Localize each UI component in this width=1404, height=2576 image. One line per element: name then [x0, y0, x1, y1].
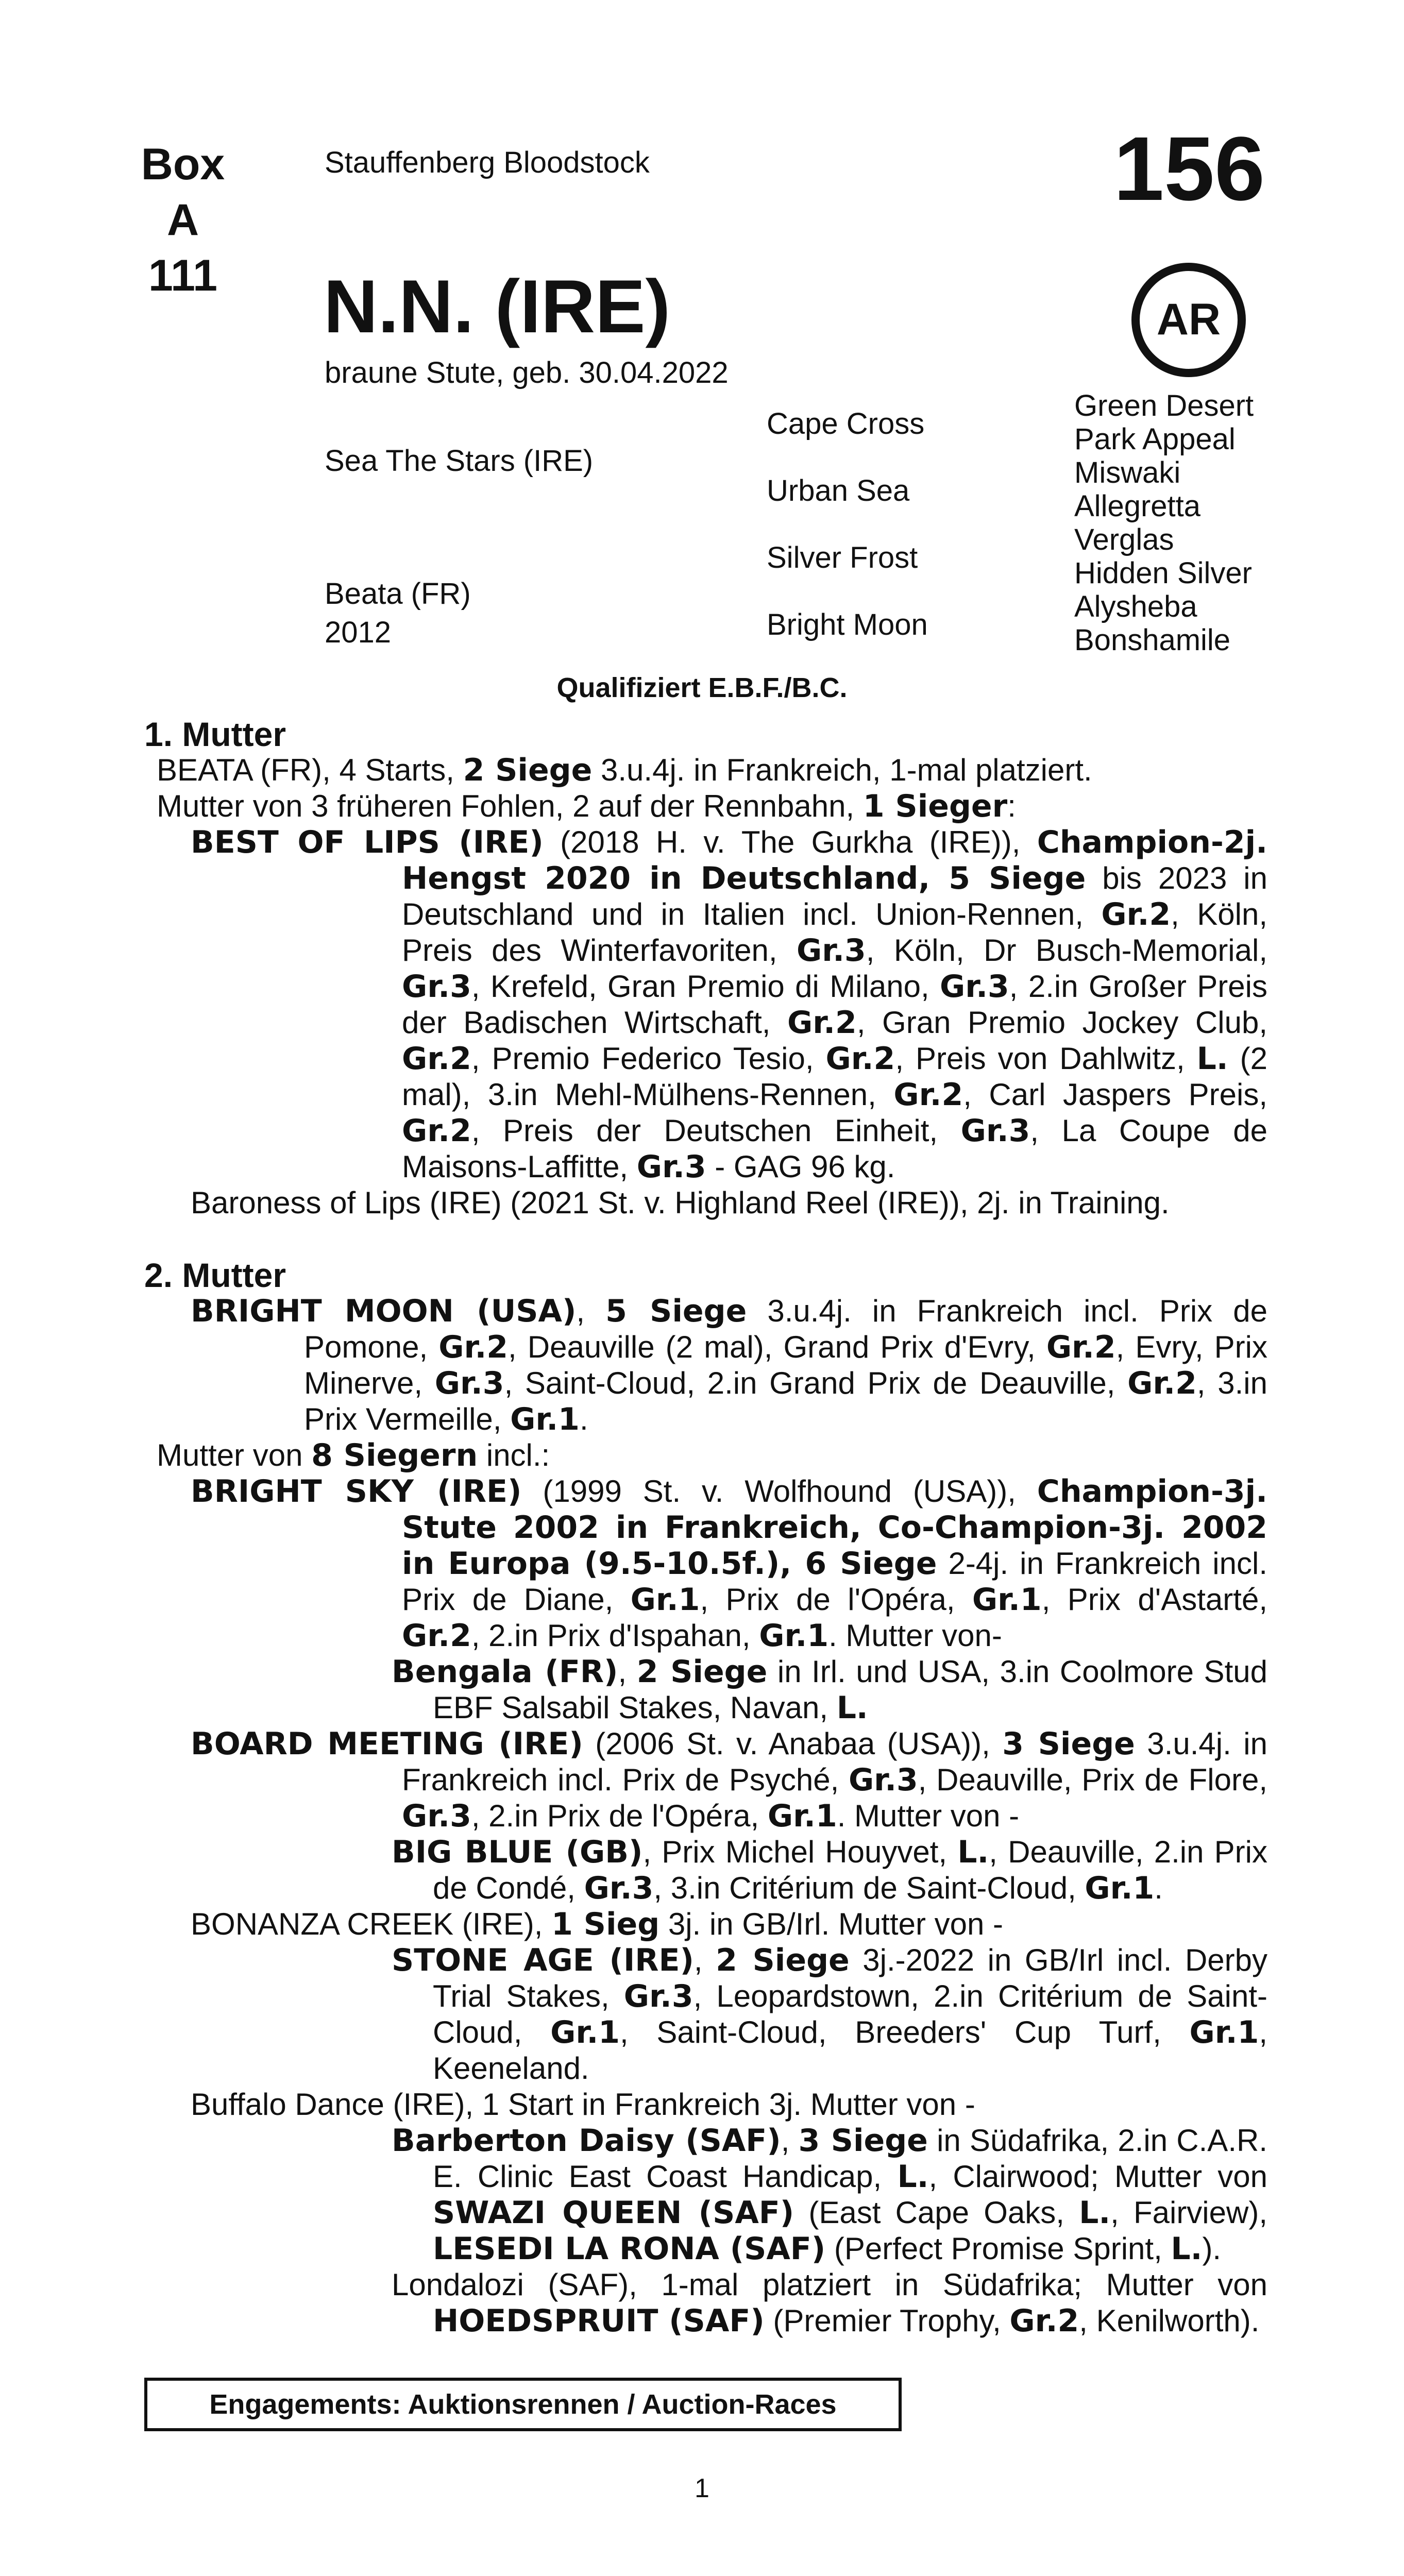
offspring-big-blue: BIG BLUE (GB), Prix Michel Houyvet, L., Deauville, 2.in Prix de Condé, Gr.3, 3.in Critérium de Saint-Cloud, Gr.1. — [392, 1834, 1267, 1906]
offspring-buffalo-dance: Buffalo Dance (IRE), 1 Start in Frankreich 3j. Mutter von - — [191, 2087, 975, 2122]
offspring-barberton-daisy: Barberton Daisy (SAF), 3 Siege in Südafrika, 2.in C.A.R. E. Clinic East Coast Handicap, L., Clairwood; Mutter von SWAZI QUEEN (SAF) (East Cape Oaks, L., Fairview), LESEDI LA RONA (SAF) (Perfect Promise Sprint, L.). — [392, 2123, 1268, 2267]
offspring-best-of-lips: BEST OF LIPS (IRE) (2018 H. v. The Gurkha (IRE)), Champion-2j. Hengst 2020 in Deutschland, 5 Siege bis 2023 in Deutschland und in Italien incl. Union-Rennen, Gr.2, Köln, Preis des Winterfavoriten, Gr.3, Köln, Dr Busch-Memorial, Gr.3, Krefeld, Gran Premio di Milano, Gr.3, 2.in Großer Preis der Badischen Wirtschaft, Gr.2, Gran Premio Jockey Club, Gr.2, Premio Federico Tesio, Gr.2, Preis von Dahlwitz, L. (2 mal), 3.in Mehl-Mülhens-Rennen, Gr.2, Carl Jaspers Preis, Gr.2, Preis der Deutschen Einheit, Gr.3, La Coupe de Maisons-Laffitte, Gr.3 - GAG 96 kg. — [191, 824, 1267, 1185]
pedigree-gen3-item: Miswaki — [1074, 456, 1181, 489]
qualification: Qualifiziert E.B.F./B.C. — [556, 672, 848, 703]
offspring-bengala: Bengala (FR), 2 Siege in Irl. und USA, 3.in Coolmore Stud EBF Salsabil Stakes, Navan, L. — [392, 1654, 1267, 1726]
pedigree-gen3-item: Bonshamile — [1074, 623, 1231, 657]
pedigree-gen3-item: Allegretta — [1074, 489, 1201, 523]
box-line-2: A 111 — [148, 195, 217, 300]
first-dam-paragraph: BEATA (FR), 4 Starts, 2 Siege 3.u.4j. in Frankreich, 1-mal platziert. Mutter von 3 früheren Fohlen, 2 auf der Rennbahn, 1 Sieger: — [157, 752, 1092, 824]
engagements-box: Engagements: Auktionsrennen / Auction-Races — [144, 2378, 902, 2431]
catalogue-text — [144, 716, 1267, 2339]
pedigree-dam: Beata (FR) — [325, 577, 471, 611]
pedigree-gen3 — [1074, 389, 1254, 657]
offspring-stone-age: STONE AGE (IRE), 2 Siege 3j.-2022 in GB/Irl incl. Derby Trial Stakes, Gr.3, Leopardstown, 2.in Critérium de Saint-Cloud, Gr.1, Saint-Cloud, Breeders' Cup Turf, Gr.1, Keeneland. — [392, 1942, 1267, 2086]
ar-badge: AR — [1131, 263, 1246, 377]
lot-number: 156 — [1113, 118, 1265, 219]
pedigree-gen2-item: Silver Frost — [767, 541, 918, 574]
pedigree-gen3-item: Green Desert — [1074, 389, 1254, 422]
pedigree-gen2-item: Urban Sea — [767, 474, 910, 507]
pedigree-gen3-item: Verglas — [1074, 523, 1174, 556]
offspring-board-meeting: BOARD MEETING (IRE) (2006 St. v. Anabaa (USA)), 3 Siege 3.u.4j. in Frankreich incl. Prix de Psyché, Gr.3, Deauville, Prix de Flore, Gr.3, 2.in Prix de l'Opéra, Gr.1. Mutter von - — [191, 1726, 1267, 1834]
pedigree-gen2-item: Bright Moon — [767, 608, 928, 641]
offspring-bright-sky: BRIGHT SKY (IRE) (1999 St. v. Wolfhound (USA)), Champion-3j. Stute 2002 in Frankreich, Co-Champion-3j. 2002 in Europa (9.5-10.5f.), 6 Siege 2-4j. in Frankreich incl. Prix de Diane, Gr.1, Prix de l'Opéra, Gr.1, Prix d'Astarté, Gr.2, 2.in Prix d'Ispahan, Gr.1. Mutter von- — [191, 1473, 1268, 1654]
second-dam-heading: 2. Mutter — [144, 1256, 286, 1294]
pedigree-dam-year: 2012 — [325, 616, 392, 649]
pedigree-gen3-item: Alysheba — [1074, 590, 1197, 623]
offspring-londalozi: Londalozi (SAF), 1-mal platziert in Südafrika; Mutter von HOEDSPRUIT (SAF) (Premier Trophy, Gr.2, Kenilworth). — [392, 2267, 1267, 2339]
pedigree-sire: Sea The Stars (IRE) — [325, 444, 594, 478]
pedigree-gen3-item: Hidden Silver — [1074, 556, 1252, 590]
pedigree-gen2-item: Cape Cross — [767, 407, 925, 440]
consignor: Stauffenberg Bloodstock — [325, 146, 650, 179]
offspring-baroness-of-lips: Baroness of Lips (IRE) (2021 St. v. Highland Reel (IRE)), 2j. in Training. — [191, 1185, 1170, 1220]
page-number: 1 — [695, 2473, 709, 2503]
pedigree-gen3-item: Park Appeal — [1074, 422, 1236, 456]
first-dam-heading: 1. Mutter — [144, 715, 286, 753]
offspring-bonanza-creek: BONANZA CREEK (IRE), 1 Sieg 3j. in GB/Irl. Mutter von - — [191, 1906, 1004, 1942]
box-label — [129, 137, 237, 303]
second-dam-produce-intro: Mutter von 8 Siegern incl.: — [157, 1437, 550, 1473]
horse-description: braune Stute, geb. 30.04.2022 — [325, 356, 729, 389]
horse-name: N.N. (IRE) — [324, 264, 671, 348]
box-line-1: Box — [141, 140, 225, 189]
second-dam-paragraph: BRIGHT MOON (USA), 5 Siege 3.u.4j. in Frankreich incl. Prix de Pomone, Gr.2, Deauville (2 mal), Grand Prix d'Evry, Gr.2, Evry, Prix Minerve, Gr.3, Saint-Cloud, 2.in Grand Prix de Deauville, Gr.2, 3.in Prix Vermeille, Gr.1. — [191, 1293, 1268, 1437]
